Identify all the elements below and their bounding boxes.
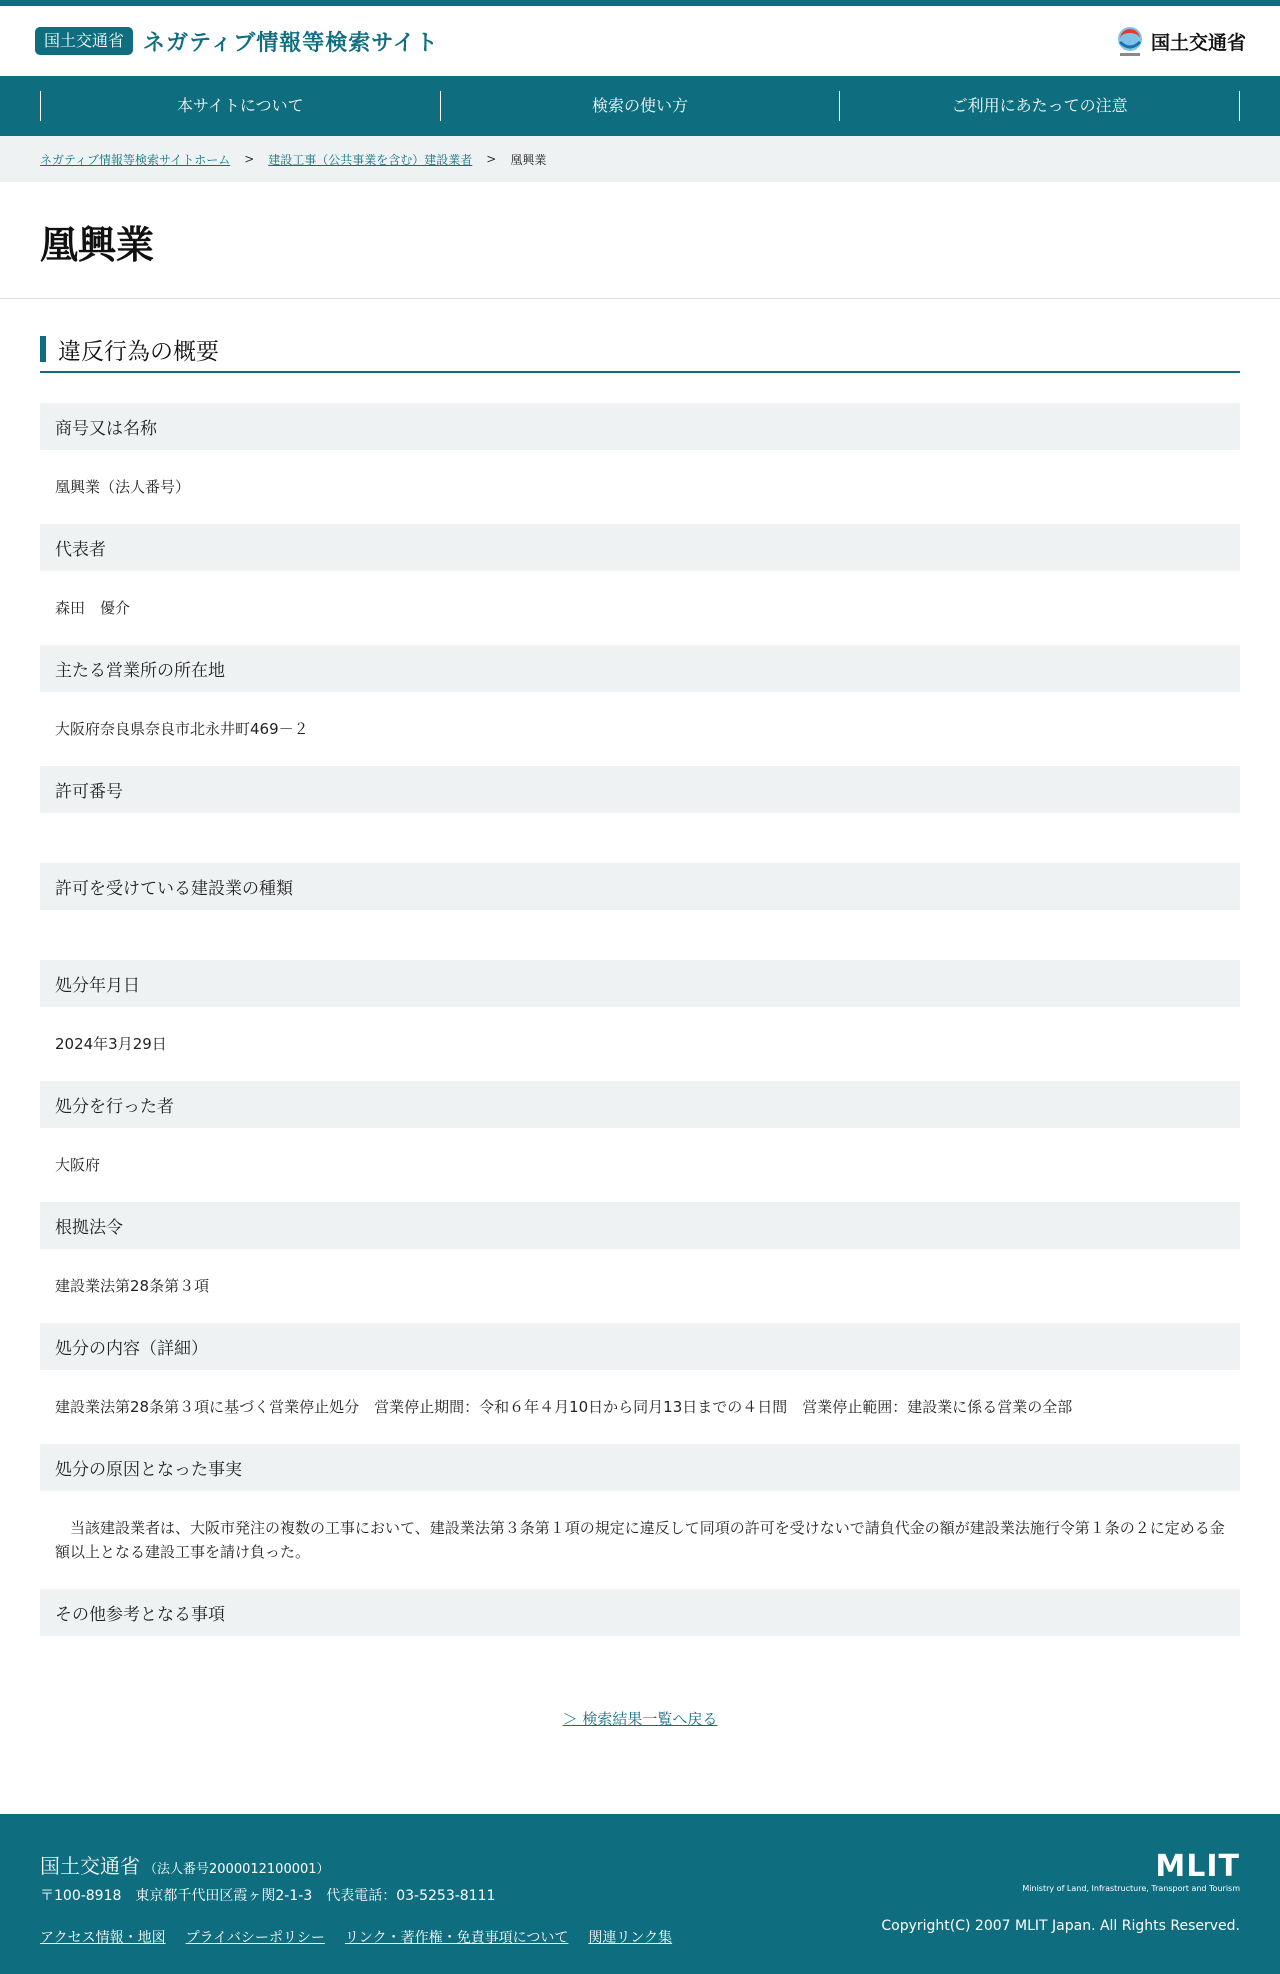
field-value: 凰興業（法人番号） [55, 478, 191, 496]
section-heading [40, 335, 1240, 373]
back-to-results-link[interactable]: ＞ 検索結果一覧へ戻る [562, 1710, 718, 1728]
ministry-logo[interactable] [1115, 25, 1246, 57]
global-nav [0, 76, 1280, 136]
footer-address: 〒100-8918 東京都千代田区霞ヶ関2-1-3 代表電話：03-5253-8111 [40, 1888, 496, 1904]
nav-item-how-to-search[interactable]: 検索の使い方 [440, 91, 840, 121]
field-label: 商号又は名称 [40, 403, 1240, 450]
field-label: 主たる営業所の所在地 [40, 645, 1240, 692]
breadcrumb-current: 凰興業 [510, 152, 547, 167]
main-content [0, 299, 1280, 1729]
field-value: 建設業法第28条第３項 [55, 1277, 210, 1295]
field-value: 当該建設業者は、大阪市発注の複数の工事において、建設業法第３条第１項の規定に違反して同項の許可を受けないで請負代金の額が建設業法施行令第１条の２に定める金額以上となる建設工事を請け負った。 [55, 1519, 1225, 1561]
breadcrumb [0, 136, 1280, 182]
field-value: 2024年3月29日 [55, 1035, 167, 1053]
ministry-emblem-icon [1115, 25, 1145, 57]
nav-item-about[interactable]: 本サイトについて [40, 91, 440, 121]
footer-link-related[interactable]: 関連リンク集 [588, 1930, 673, 1946]
footer-copyright: Copyright(C) 2007 MLIT Japan. All Rights Reserved. [881, 1918, 1240, 1934]
field-disposition-details [40, 1323, 1240, 1444]
field-value: 大阪府 [55, 1156, 101, 1174]
breadcrumb-home-link[interactable]: ネガティブ情報等検索サイトホーム [40, 152, 231, 167]
footer-link-copyright[interactable]: リンク・著作権・免責事項について [344, 1930, 569, 1946]
field-license-types [40, 863, 1240, 960]
field-label: その他参考となる事項 [40, 1589, 1240, 1636]
page-title: 凰興業 [40, 223, 155, 267]
field-representative [40, 524, 1240, 645]
field-label: 処分を行った者 [40, 1081, 1240, 1128]
footer-link-privacy[interactable]: プライバシーポリシー [185, 1930, 325, 1946]
site-title: ネガティブ情報等検索サイト [143, 30, 439, 56]
mlit-logo-subtitle: Ministry of Land, Infrastructure, Transport and Tourism [1022, 1884, 1240, 1893]
field-disposing-authority [40, 1081, 1240, 1202]
field-cause-facts [40, 1444, 1240, 1589]
field-label: 許可番号 [40, 766, 1240, 813]
field-value [40, 910, 1240, 960]
mlit-logo-word: MLIT [1155, 1849, 1240, 1884]
nav-item-usage-notes[interactable]: ご利用にあたっての注意 [839, 91, 1240, 121]
section-heading-bar [40, 336, 46, 362]
field-license-number [40, 766, 1240, 863]
field-disposition-date [40, 960, 1240, 1081]
breadcrumb-separator: > [244, 152, 255, 166]
breadcrumb-category-link[interactable]: 建設工事（公共事業を含む）建設業者 [268, 152, 473, 167]
field-label: 処分年月日 [40, 960, 1240, 1007]
footer-mlit-logo[interactable] [1022, 1849, 1240, 1893]
site-header [0, 6, 1280, 76]
section-heading-text: 違反行為の概要 [58, 338, 219, 365]
ministry-logo-text: 国土交通省 [1150, 31, 1246, 54]
field-label: 処分の原因となった事実 [40, 1444, 1240, 1491]
field-value: 建設業法第28条第３項に基づく営業停止処分 営業停止期間：令和６年４月10日から同月13日までの４日間 営業停止範囲：建設業に係る営業の全部 [55, 1398, 1073, 1416]
field-trade-name [40, 403, 1240, 524]
field-other-references [40, 1589, 1240, 1636]
page-title-area [0, 182, 1280, 299]
field-main-office-address [40, 645, 1240, 766]
footer-link-access[interactable]: アクセス情報・地図 [40, 1930, 166, 1946]
breadcrumb-separator: > [486, 152, 497, 166]
field-label: 許可を受けている建設業の種類 [40, 863, 1240, 910]
footer-org-name: 国土交通省 [40, 1854, 140, 1878]
back-link-area [40, 1708, 1240, 1729]
ministry-badge: 国土交通省 [35, 27, 133, 55]
field-legal-basis [40, 1202, 1240, 1323]
field-label: 処分の内容（詳細） [40, 1323, 1240, 1370]
field-label: 代表者 [40, 524, 1240, 571]
field-value: 森田 優介 [55, 599, 131, 617]
footer-corp-number: （法人番号2000012100001） [144, 1862, 330, 1877]
field-value [40, 813, 1240, 863]
field-value: 大阪府奈良県奈良市北永井町469－２ [55, 720, 309, 738]
site-footer [0, 1814, 1280, 1974]
field-label: 根拠法令 [40, 1202, 1240, 1249]
site-brand[interactable] [35, 26, 439, 57]
